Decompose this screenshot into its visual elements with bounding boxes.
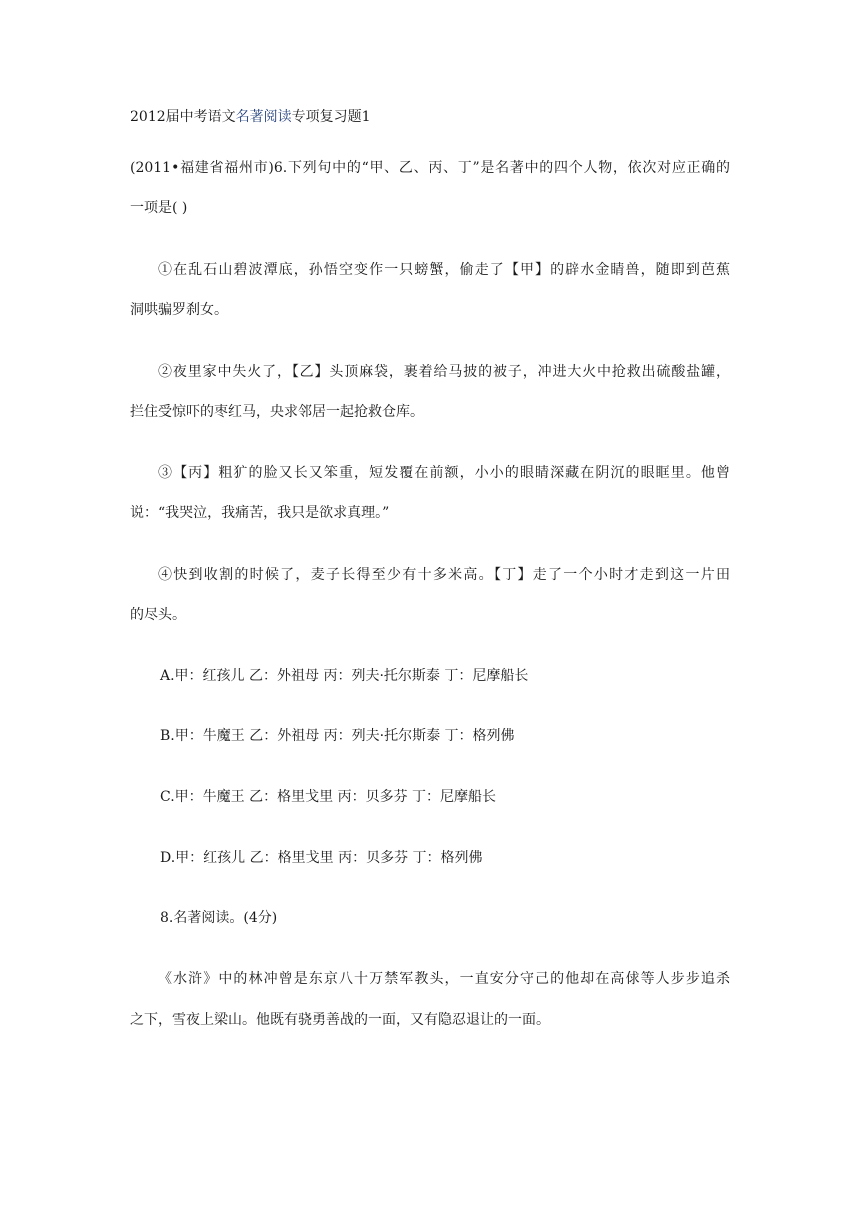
q6-item4-line1: ④快到收割的时候了，麦子长得至少有十多米高。【丁】走了一个小时才走到这一片田 <box>158 567 730 583</box>
q8-para-line2: 之下，雪夜上梁山。他既有骁勇善战的一面，又有隐忍退让的一面。 <box>130 1012 550 1028</box>
q6-item3-line1: ③【丙】粗犷的脸又长又笨重，短发覆在前额，小小的眼睛深藏在阴沉的眼眶里。他曾 <box>158 465 730 481</box>
q6-item2-line1: ②夜里家中失火了，【乙】头顶麻袋，裹着给马披的被子，冲进大火中抢救出硫酸盐罐， <box>158 364 730 380</box>
q6-item3-line2: 说：“我哭泣，我痛苦，我只是欲求真理。” <box>130 505 390 521</box>
q6-item1-line1: ①在乱石山碧波潭底，孙悟空变作一只螃蟹，偷走了【甲】的辟水金睛兽，随即到芭蕉 <box>158 262 730 278</box>
title-prefix: 2012届中考语文 <box>130 109 236 125</box>
q6-item1-line2: 洞哄骗罗刹女。 <box>130 302 228 318</box>
q6-stem-line1: (2011•福建省福州市)6.下列句中的“甲、乙、丙、丁”是名著中的四个人物，依次对应正确的 <box>130 160 730 176</box>
q6-option-c: C.甲：牛魔王 乙：格里戈里 丙：贝多芬 丁：尼摩船长 <box>160 789 497 805</box>
q6-item2-line2: 拦住受惊吓的枣红马，央求邻居一起抢救仓库。 <box>130 404 424 420</box>
title-link[interactable]: 名著阅读 <box>235 109 292 125</box>
q6-stem-line2: 一项是( ) <box>130 200 188 216</box>
q8-heading: 8.名著阅读。(4分) <box>160 910 278 926</box>
document-title <box>130 107 730 127</box>
title-suffix: 专项复习题1 <box>291 109 371 125</box>
q8-para-line1: 《水浒》中的林冲曾是东京八十万禁军教头，一直安分守己的他却在高俅等人步步追杀 <box>158 971 730 987</box>
q6-option-d: D.甲：红孩儿 乙：格里戈里 丙：贝多芬 丁：格列佛 <box>160 850 483 866</box>
q6-option-b: B.甲：牛魔王 乙：外祖母 丙：列夫·托尔斯泰 丁：格列佛 <box>160 728 515 744</box>
q6-item4-line2: 的尽头。 <box>130 607 186 623</box>
q6-option-a: A.甲：红孩儿 乙：外祖母 丙：列夫·托尔斯泰 丁：尼摩船长 <box>160 668 529 684</box>
